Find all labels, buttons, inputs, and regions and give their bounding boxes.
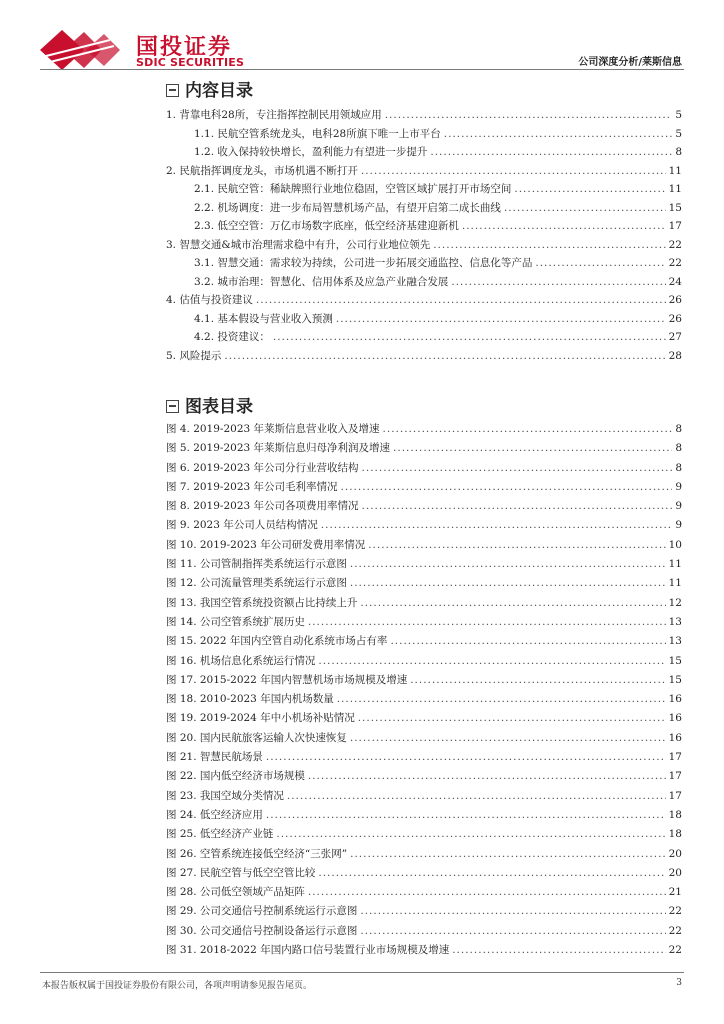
figure-entry[interactable] <box>166 787 682 806</box>
figure-entry-page: 22 <box>668 924 682 937</box>
figure-entry-page: 9 <box>675 519 682 532</box>
figure-entry-text: 图 18. 2010-2023 年国内机场数量 <box>166 693 334 706</box>
toc-leader-dots <box>224 347 665 366</box>
figure-entry-text: 图 7. 2019-2023 年公司毛利率情况 <box>166 480 338 493</box>
figure-entry-text: 图 28. 公司低空领域产品矩阵 <box>166 886 305 899</box>
figure-entry[interactable] <box>166 806 682 825</box>
toc-entry[interactable] <box>166 310 682 329</box>
toc-entry-text: 1. 背靠电科28所，专注指挥控制民用领域应用 <box>166 109 382 121</box>
figure-leader-dots <box>318 864 665 883</box>
figure-entry-page: 11 <box>668 577 682 590</box>
toc-entry[interactable] <box>166 217 682 236</box>
figure-leader-dots <box>362 497 673 516</box>
figure-entry-page: 13 <box>668 635 682 648</box>
figure-leader-dots <box>350 555 666 574</box>
figure-entry-text: 图 22. 国内低空经济市场规模 <box>166 770 305 783</box>
figure-entry[interactable] <box>166 748 682 767</box>
toc-entry-text: 2.2. 机场调度：进一步布局智慧机场产品，有望开启第二成长曲线 <box>194 201 501 214</box>
toc-entry[interactable] <box>166 162 682 181</box>
figure-entry-text: 图 8. 2019-2023 年公司各项费用率情况 <box>166 500 359 513</box>
figure-leader-dots <box>362 459 673 478</box>
toc-entry[interactable] <box>166 254 682 273</box>
toc-entry-text: 3. 智慧交通&城市治理需求稳中有升，公司行业地位领先 <box>166 238 431 251</box>
figure-leader-dots <box>393 439 672 458</box>
figures-title-icon <box>166 400 179 413</box>
toc-entry-page: 26 <box>668 294 682 306</box>
toc-entry-page: 26 <box>668 312 682 325</box>
figure-entry-text: 图 14. 公司空管系统扩展历史 <box>166 615 305 628</box>
toc-entry-text: 3.2. 城市治理：智慧化、信用体系及应急产业融合发展 <box>194 275 449 288</box>
footer-disclaimer: 本报告版权属于国投证券股份有限公司，各项声明请参见报告尾页。 <box>42 981 313 991</box>
toc-entry-page: 24 <box>668 275 682 288</box>
figure-entry[interactable] <box>166 439 682 458</box>
toc-entry[interactable] <box>166 328 682 347</box>
figure-entry[interactable] <box>166 922 682 941</box>
toc-entry[interactable] <box>166 273 682 292</box>
figure-leader-dots <box>341 478 673 497</box>
figure-entry[interactable] <box>166 883 682 902</box>
toc-leader-dots <box>462 217 666 236</box>
toc-leader-dots <box>451 273 665 292</box>
figure-entry-page: 8 <box>675 461 682 474</box>
toc-entry-page: 15 <box>668 201 682 214</box>
figure-entry-page: 12 <box>668 596 682 609</box>
footer-divider <box>40 972 684 973</box>
figure-entry-page: 17 <box>668 789 682 802</box>
figure-entry-text: 图 16. 机场信息化系统运行情况 <box>166 654 316 667</box>
figure-leader-dots <box>266 748 666 767</box>
toc-title-icon <box>166 84 179 97</box>
figure-entry[interactable] <box>166 845 682 864</box>
toc-leader-dots <box>361 162 666 181</box>
figure-entry[interactable] <box>166 652 682 671</box>
toc-entry[interactable] <box>166 106 682 125</box>
figure-leader-dots <box>410 671 665 690</box>
figure-entry-page: 20 <box>668 847 682 860</box>
toc-entry-page: 28 <box>668 349 682 362</box>
figure-entry[interactable] <box>166 709 682 728</box>
figure-entry-page: 22 <box>668 905 682 918</box>
figure-entry-text: 图 20. 国内民航旅客运输人次快速恢复 <box>166 731 347 744</box>
toc-entry-text: 4.2. 投资建议： <box>194 331 270 343</box>
figure-entry-page: 11 <box>668 558 682 571</box>
figure-entry-page: 10 <box>668 538 682 551</box>
figure-entry-text: 图 26. 空管系统连接低空经济“三张网” <box>166 847 348 860</box>
figure-leader-dots <box>358 709 666 728</box>
figure-entry[interactable] <box>166 613 682 632</box>
figure-entry-text: 图 13. 我国空管系统投资额占比持续上升 <box>166 596 358 609</box>
toc-entry-page: 27 <box>668 331 682 343</box>
figure-leader-dots <box>308 613 666 632</box>
figure-entry[interactable] <box>166 864 682 883</box>
toc-title: 内容目录 <box>166 80 253 102</box>
figure-entry-page: 21 <box>668 886 682 899</box>
figure-entry-text: 图 9. 2023 年公司人员结构情况 <box>166 519 318 532</box>
toc-entry-page: 11 <box>668 183 682 195</box>
figure-entry-text: 图 10. 2019-2023 年公司研发费用率情况 <box>166 538 366 551</box>
toc-leader-dots <box>385 106 673 125</box>
figure-entry-page: 13 <box>668 615 682 628</box>
figure-entry-text: 图 15. 2022 年国内空管自动化系统市场占有率 <box>166 635 388 648</box>
figure-entry-page: 15 <box>668 673 682 686</box>
toc-entry-text: 2.3. 低空空管：万亿市场数字底座，低空经济基建迎新机 <box>194 220 459 232</box>
figure-entry[interactable] <box>166 594 682 613</box>
figure-entry-page: 22 <box>668 944 682 957</box>
figure-entry-text: 图 4. 2019-2023 年莱斯信息营业收入及增速 <box>166 423 380 435</box>
figure-leader-dots <box>287 787 666 806</box>
toc-entry[interactable] <box>166 291 682 310</box>
figure-entry-page: 18 <box>668 828 682 841</box>
figure-entry-page: 9 <box>675 500 682 513</box>
figure-entry-page: 17 <box>668 770 682 783</box>
logo-mark-icon <box>40 30 130 70</box>
figure-entry[interactable] <box>166 555 682 574</box>
toc-entry-text: 1.2. 收入保持较快增长，盈利能力有望进一步提升 <box>194 146 428 158</box>
figure-entry-text: 图 30. 公司交通信号控制设备运行示意图 <box>166 924 358 937</box>
figure-entry[interactable] <box>166 536 682 555</box>
toc-entry-text: 5. 风险提示 <box>166 349 222 362</box>
toc-leader-dots <box>514 180 665 199</box>
figure-entry-page: 18 <box>668 808 682 821</box>
figure-leader-dots <box>360 902 665 921</box>
figure-entry-page: 16 <box>668 712 682 725</box>
figure-leader-dots <box>350 729 666 748</box>
toc-entry-text: 4. 估值与投资建议 <box>166 294 253 306</box>
toc-leader-dots <box>256 291 666 310</box>
figure-entry[interactable] <box>166 690 682 709</box>
toc-entry[interactable] <box>166 347 682 366</box>
logo-text-en: SDIC SECURITIES <box>136 56 245 69</box>
figure-leader-dots <box>308 883 666 902</box>
toc-entry-text: 2.1. 民航空管：稀缺牌照行业地位稳固，空管区域扩展打开市场空间 <box>194 183 512 195</box>
figure-entry-text: 图 24. 低空经济应用 <box>166 808 263 821</box>
figure-entry-text: 图 29. 公司交通信号控制系统运行示意图 <box>166 905 358 918</box>
toc-entry[interactable] <box>166 143 682 162</box>
figure-leader-dots <box>390 632 665 651</box>
figure-entry[interactable] <box>166 478 682 497</box>
figure-entry-page: 16 <box>668 693 682 706</box>
toc-entry-page: 17 <box>668 220 682 232</box>
toc-entry[interactable] <box>166 180 682 199</box>
figures-list <box>166 420 682 960</box>
figure-entry[interactable] <box>166 516 682 535</box>
figure-leader-dots <box>360 594 665 613</box>
figure-entry-text: 图 11. 公司管制指挥类系统运行示意图 <box>166 558 347 571</box>
figure-entry[interactable] <box>166 420 682 439</box>
figure-leader-dots <box>452 941 665 960</box>
toc-leader-dots <box>504 199 666 218</box>
toc-leader-dots <box>273 328 666 347</box>
figure-entry-text: 图 31. 2018-2022 年国内路口信号装置行业市场规模及增速 <box>166 944 450 957</box>
figure-entry-text: 图 17. 2015-2022 年国内智慧机场市场规模及增速 <box>166 673 408 686</box>
figure-entry-page: 17 <box>668 751 682 764</box>
figure-entry-text: 图 12. 公司流量管理类系统运行示意图 <box>166 577 347 590</box>
figure-entry[interactable] <box>166 902 682 921</box>
figure-entry-text: 图 19. 2019-2024 年中小机场补贴情况 <box>166 712 355 725</box>
figure-entry-page: 8 <box>675 442 682 455</box>
toc-entry[interactable] <box>166 125 682 144</box>
figure-entry-page: 20 <box>668 866 682 879</box>
toc-entry[interactable] <box>166 199 682 218</box>
toc-list <box>166 106 682 365</box>
report-type: 公司深度分析/莱斯信息 <box>578 57 682 68</box>
figure-leader-dots <box>276 825 665 844</box>
figure-leader-dots <box>266 806 666 825</box>
figures-title: 图表目录 <box>166 396 253 418</box>
figure-leader-dots <box>321 516 673 535</box>
toc-entry-page: 5 <box>675 127 682 140</box>
company-logo <box>40 30 260 70</box>
toc-entry-text: 1.1. 民航空管系统龙头，电科28所旗下唯一上市平台 <box>194 127 441 140</box>
figure-leader-dots <box>383 420 673 439</box>
toc-entry-page: 8 <box>675 146 682 158</box>
toc-leader-dots <box>336 310 666 329</box>
toc-entry-page: 22 <box>668 238 682 251</box>
figure-entry-page: 15 <box>668 654 682 667</box>
toc-entry-page: 22 <box>668 257 682 269</box>
toc-leader-dots <box>430 143 672 162</box>
figure-leader-dots <box>350 574 666 593</box>
figure-entry-text: 图 6. 2019-2023 年公司分行业营收结构 <box>166 461 359 474</box>
figure-entry[interactable] <box>166 825 682 844</box>
figure-entry[interactable] <box>166 729 682 748</box>
figure-entry[interactable] <box>166 941 682 960</box>
figure-entry[interactable] <box>166 632 682 651</box>
figure-entry-page: 9 <box>675 480 682 493</box>
toc-entry-text: 4.1. 基本假设与营业收入预测 <box>194 312 333 325</box>
figure-entry-text: 图 27. 民航空管与低空空管比较 <box>166 866 316 879</box>
figure-entry-page: 8 <box>675 423 682 435</box>
figure-entry-text: 图 21. 智慧民航场景 <box>166 751 263 764</box>
figure-leader-dots <box>318 652 665 671</box>
toc-entry-text: 3.1. 智慧交通：需求较为持续，公司进一步拓展交通监控、信息化等产品 <box>194 257 533 269</box>
toc-leader-dots <box>433 236 665 255</box>
figure-leader-dots <box>368 536 665 555</box>
page-number: 3 <box>676 978 682 988</box>
figure-entry-text: 图 23. 我国空域分类情况 <box>166 789 284 802</box>
logo-text-cn: 国投证券 <box>136 35 233 60</box>
toc-leader-dots <box>444 125 673 144</box>
figure-entry[interactable] <box>166 459 682 478</box>
figure-leader-dots <box>337 690 666 709</box>
toc-entry-text: 2. 民航指挥调度龙头，市场机遇不断打开 <box>166 164 358 177</box>
figure-leader-dots <box>308 767 666 786</box>
figure-entry[interactable] <box>166 497 682 516</box>
figure-leader-dots <box>350 845 666 864</box>
header-divider <box>40 69 684 70</box>
figure-entry-text: 图 5. 2019-2023 年莱斯信息归母净利润及增速 <box>166 442 391 455</box>
figure-entry[interactable] <box>166 767 682 786</box>
toc-entry-page: 11 <box>668 164 682 177</box>
figure-leader-dots <box>360 922 665 941</box>
figure-entry-page: 16 <box>668 731 682 744</box>
figure-entry[interactable] <box>166 671 682 690</box>
toc-leader-dots <box>535 254 665 273</box>
figure-entry-text: 图 25. 低空经济产业链 <box>166 828 274 841</box>
toc-entry-page: 5 <box>675 109 682 121</box>
toc-entry[interactable] <box>166 236 682 255</box>
figure-entry[interactable] <box>166 574 682 593</box>
